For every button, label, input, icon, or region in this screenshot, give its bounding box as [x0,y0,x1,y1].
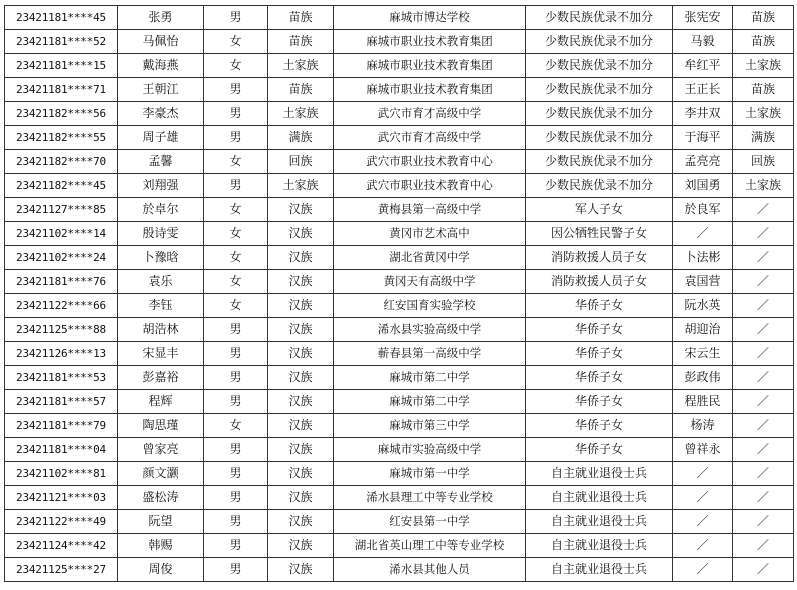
gender-cell: 男 [204,558,268,582]
gender-cell: 男 [204,462,268,486]
gender-cell: 女 [204,198,268,222]
student-name-cell: 周子雄 [118,126,204,150]
exam-id-cell: 23421102****81 [5,462,118,486]
table-row [5,414,794,438]
guardian-name-cell: 於良军 [673,198,733,222]
guardian-ethnicity-cell: 土家族 [733,54,794,78]
exam-id-cell: 23421122****66 [5,294,118,318]
table-row [5,558,794,582]
gender-cell: 女 [204,246,268,270]
student-name-cell: 阮望 [118,510,204,534]
school-cell: 黄冈天有高级中学 [334,270,526,294]
gender-cell: 女 [204,30,268,54]
table-row [5,438,794,462]
student-name-cell: 程辉 [118,390,204,414]
guardian-name-cell: 宋云生 [673,342,733,366]
guardian-name-cell: 卜法彬 [673,246,733,270]
policy-category-cell: 华侨子女 [526,390,673,414]
ethnicity-cell: 土家族 [268,102,334,126]
policy-category-cell: 华侨子女 [526,366,673,390]
guardian-name-cell: ／ [673,558,733,582]
guardian-ethnicity-cell: ／ [733,318,794,342]
policy-category-cell: 华侨子女 [526,294,673,318]
guardian-name-cell: 于海平 [673,126,733,150]
table-row [5,150,794,174]
table-row [5,510,794,534]
school-cell: 麻城市第一中学 [334,462,526,486]
exam-id-cell: 23421181****53 [5,366,118,390]
exam-id-cell: 23421121****03 [5,486,118,510]
ethnicity-cell: 汉族 [268,198,334,222]
guardian-name-cell: 杨涛 [673,414,733,438]
school-cell: 浠水县理工中等专业学校 [334,486,526,510]
student-name-cell: 胡浩林 [118,318,204,342]
gender-cell: 男 [204,366,268,390]
school-cell: 麻城市职业技术教育集团 [334,78,526,102]
gender-cell: 男 [204,486,268,510]
exam-id-cell: 23421102****24 [5,246,118,270]
guardian-ethnicity-cell: ／ [733,198,794,222]
guardian-ethnicity-cell: 回族 [733,150,794,174]
ethnicity-cell: 汉族 [268,438,334,462]
guardian-ethnicity-cell: ／ [733,558,794,582]
student-name-cell: 袁乐 [118,270,204,294]
school-cell: 麻城市第二中学 [334,366,526,390]
guardian-name-cell: 刘国勇 [673,174,733,198]
table-row [5,486,794,510]
policy-category-cell: 华侨子女 [526,414,673,438]
gender-cell: 男 [204,102,268,126]
gender-cell: 男 [204,174,268,198]
policy-category-cell: 少数民族优录不加分 [526,102,673,126]
gender-cell: 女 [204,294,268,318]
school-cell: 蕲春县第一高级中学 [334,342,526,366]
exam-id-cell: 23421126****13 [5,342,118,366]
school-cell: 麻城市第三中学 [334,414,526,438]
policy-category-cell: 自主就业退役士兵 [526,486,673,510]
student-name-cell: 盛松涛 [118,486,204,510]
school-cell: 麻城市第二中学 [334,390,526,414]
school-cell: 湖北省黄冈中学 [334,246,526,270]
student-name-cell: 彭嘉裕 [118,366,204,390]
exam-id-cell: 23421182****55 [5,126,118,150]
guardian-ethnicity-cell: ／ [733,270,794,294]
policy-category-cell: 自主就业退役士兵 [526,510,673,534]
table-row [5,342,794,366]
school-cell: 红安国育实验学校 [334,294,526,318]
gender-cell: 男 [204,78,268,102]
school-cell: 红安县第一中学 [334,510,526,534]
guardian-name-cell: 牟红平 [673,54,733,78]
student-name-cell: 陶思瑾 [118,414,204,438]
policy-category-cell: 少数民族优录不加分 [526,78,673,102]
gender-cell: 女 [204,222,268,246]
policy-category-cell: 少数民族优录不加分 [526,174,673,198]
guardian-name-cell: 曾祥永 [673,438,733,462]
gender-cell: 女 [204,414,268,438]
gender-cell: 女 [204,270,268,294]
policy-category-cell: 自主就业退役士兵 [526,558,673,582]
guardian-ethnicity-cell: ／ [733,462,794,486]
guardian-name-cell: 李井双 [673,102,733,126]
guardian-ethnicity-cell: ／ [733,534,794,558]
policy-category-cell: 因公牺牲民警子女 [526,222,673,246]
ethnicity-cell: 汉族 [268,246,334,270]
school-cell: 麻城市实验高级中学 [334,438,526,462]
gender-cell: 男 [204,534,268,558]
guardian-ethnicity-cell: ／ [733,390,794,414]
policy-category-cell: 少数民族优录不加分 [526,126,673,150]
exam-id-cell: 23421181****52 [5,30,118,54]
policy-category-cell: 军人子女 [526,198,673,222]
exam-id-cell: 23421181****57 [5,390,118,414]
student-name-cell: 张勇 [118,6,204,30]
exam-id-cell: 23421127****85 [5,198,118,222]
ethnicity-cell: 汉族 [268,342,334,366]
guardian-ethnicity-cell: ／ [733,486,794,510]
gender-cell: 女 [204,54,268,78]
gender-cell: 男 [204,342,268,366]
policy-category-cell: 少数民族优录不加分 [526,6,673,30]
ethnicity-cell: 汉族 [268,222,334,246]
guardian-name-cell: 袁国营 [673,270,733,294]
gender-cell: 男 [204,318,268,342]
ethnicity-cell: 苗族 [268,30,334,54]
guardian-name-cell: 马毅 [673,30,733,54]
table-row [5,390,794,414]
policy-category-cell: 少数民族优录不加分 [526,30,673,54]
guardian-ethnicity-cell: 土家族 [733,102,794,126]
guardian-name-cell: 程胜民 [673,390,733,414]
guardian-ethnicity-cell: ／ [733,222,794,246]
student-name-cell: 卜豫晗 [118,246,204,270]
student-name-cell: 於卓尔 [118,198,204,222]
guardian-ethnicity-cell: ／ [733,294,794,318]
exam-id-cell: 23421181****76 [5,270,118,294]
guardian-ethnicity-cell: 苗族 [733,78,794,102]
school-cell: 武穴市职业技术教育中心 [334,174,526,198]
ethnicity-cell: 回族 [268,150,334,174]
exam-id-cell: 23421182****70 [5,150,118,174]
table-row [5,78,794,102]
student-name-cell: 李豪杰 [118,102,204,126]
student-name-cell: 刘翔强 [118,174,204,198]
guardian-ethnicity-cell: ／ [733,366,794,390]
exam-id-cell: 23421125****88 [5,318,118,342]
exam-id-cell: 23421181****15 [5,54,118,78]
table-row [5,366,794,390]
policy-category-cell: 华侨子女 [526,438,673,462]
policy-category-cell: 自主就业退役士兵 [526,534,673,558]
student-name-cell: 王朝江 [118,78,204,102]
school-cell: 浠水县其他人员 [334,558,526,582]
table-row [5,462,794,486]
guardian-name-cell: ／ [673,534,733,558]
student-name-cell: 颜文灏 [118,462,204,486]
ethnicity-cell: 满族 [268,126,334,150]
table-row [5,126,794,150]
policy-category-cell: 消防救援人员子女 [526,270,673,294]
ethnicity-cell: 汉族 [268,366,334,390]
gender-cell: 男 [204,126,268,150]
exam-id-cell: 23421124****42 [5,534,118,558]
table-body [5,6,794,582]
table-row [5,294,794,318]
table-row [5,102,794,126]
policy-category-cell: 华侨子女 [526,342,673,366]
school-cell: 浠水县实验高级中学 [334,318,526,342]
ethnicity-cell: 汉族 [268,462,334,486]
school-cell: 麻城市职业技术教育集团 [334,30,526,54]
ethnicity-cell: 汉族 [268,534,334,558]
ethnicity-cell: 汉族 [268,558,334,582]
ethnicity-cell: 汉族 [268,294,334,318]
student-name-cell: 曾家亮 [118,438,204,462]
student-name-cell: 李钰 [118,294,204,318]
guardian-ethnicity-cell: ／ [733,438,794,462]
school-cell: 武穴市职业技术教育中心 [334,150,526,174]
exam-id-cell: 23421181****71 [5,78,118,102]
gender-cell: 女 [204,150,268,174]
school-cell: 麻城市职业技术教育集团 [334,54,526,78]
guardian-name-cell: ／ [673,222,733,246]
gender-cell: 男 [204,438,268,462]
student-name-cell: 戴海燕 [118,54,204,78]
guardian-name-cell: ／ [673,510,733,534]
table-row [5,318,794,342]
table-row [5,246,794,270]
exam-id-cell: 23421122****49 [5,510,118,534]
guardian-ethnicity-cell: 苗族 [733,6,794,30]
guardian-name-cell: 孟亮亮 [673,150,733,174]
school-cell: 湖北省英山理工中等专业学校 [334,534,526,558]
table-row [5,30,794,54]
table-row [5,198,794,222]
school-cell: 黄冈市艺术高中 [334,222,526,246]
ethnicity-cell: 土家族 [268,174,334,198]
school-cell: 黄梅县第一高级中学 [334,198,526,222]
table-row [5,222,794,246]
policy-category-cell: 自主就业退役士兵 [526,462,673,486]
policy-category-cell: 少数民族优录不加分 [526,54,673,78]
exam-id-cell: 23421125****27 [5,558,118,582]
policy-category-cell: 消防救援人员子女 [526,246,673,270]
policy-category-cell: 华侨子女 [526,318,673,342]
guardian-name-cell: 彭政伟 [673,366,733,390]
ethnicity-cell: 汉族 [268,390,334,414]
table-row [5,534,794,558]
exam-id-cell: 23421102****14 [5,222,118,246]
school-cell: 武穴市育才高级中学 [334,102,526,126]
guardian-ethnicity-cell: 土家族 [733,174,794,198]
exam-id-cell: 23421181****79 [5,414,118,438]
policy-category-cell: 少数民族优录不加分 [526,150,673,174]
table-row [5,54,794,78]
ethnicity-cell: 汉族 [268,510,334,534]
ethnicity-cell: 汉族 [268,414,334,438]
student-name-cell: 周俊 [118,558,204,582]
school-cell: 麻城市博达学校 [334,6,526,30]
guardian-ethnicity-cell: ／ [733,342,794,366]
exam-id-cell: 23421181****04 [5,438,118,462]
guardian-name-cell: 阮水英 [673,294,733,318]
guardian-ethnicity-cell: 苗族 [733,30,794,54]
ethnicity-cell: 汉族 [268,270,334,294]
gender-cell: 男 [204,510,268,534]
admission-table-sheet [4,5,793,582]
guardian-ethnicity-cell: ／ [733,246,794,270]
guardian-name-cell: ／ [673,462,733,486]
ethnicity-cell: 苗族 [268,78,334,102]
guardian-ethnicity-cell: ／ [733,510,794,534]
table-row [5,270,794,294]
table-row [5,6,794,30]
gender-cell: 男 [204,6,268,30]
admission-table [4,5,794,582]
guardian-name-cell: 胡迎治 [673,318,733,342]
ethnicity-cell: 苗族 [268,6,334,30]
guardian-name-cell: 张宪安 [673,6,733,30]
student-name-cell: 马佩怡 [118,30,204,54]
exam-id-cell: 23421182****45 [5,174,118,198]
student-name-cell: 韩赐 [118,534,204,558]
table-row [5,174,794,198]
ethnicity-cell: 汉族 [268,486,334,510]
student-name-cell: 殷诗雯 [118,222,204,246]
guardian-name-cell: 王正长 [673,78,733,102]
student-name-cell: 宋显丰 [118,342,204,366]
school-cell: 武穴市育才高级中学 [334,126,526,150]
gender-cell: 男 [204,390,268,414]
ethnicity-cell: 汉族 [268,318,334,342]
guardian-ethnicity-cell: 满族 [733,126,794,150]
exam-id-cell: 23421182****56 [5,102,118,126]
ethnicity-cell: 土家族 [268,54,334,78]
student-name-cell: 孟馨 [118,150,204,174]
exam-id-cell: 23421181****45 [5,6,118,30]
guardian-ethnicity-cell: ／ [733,414,794,438]
guardian-name-cell: ／ [673,486,733,510]
